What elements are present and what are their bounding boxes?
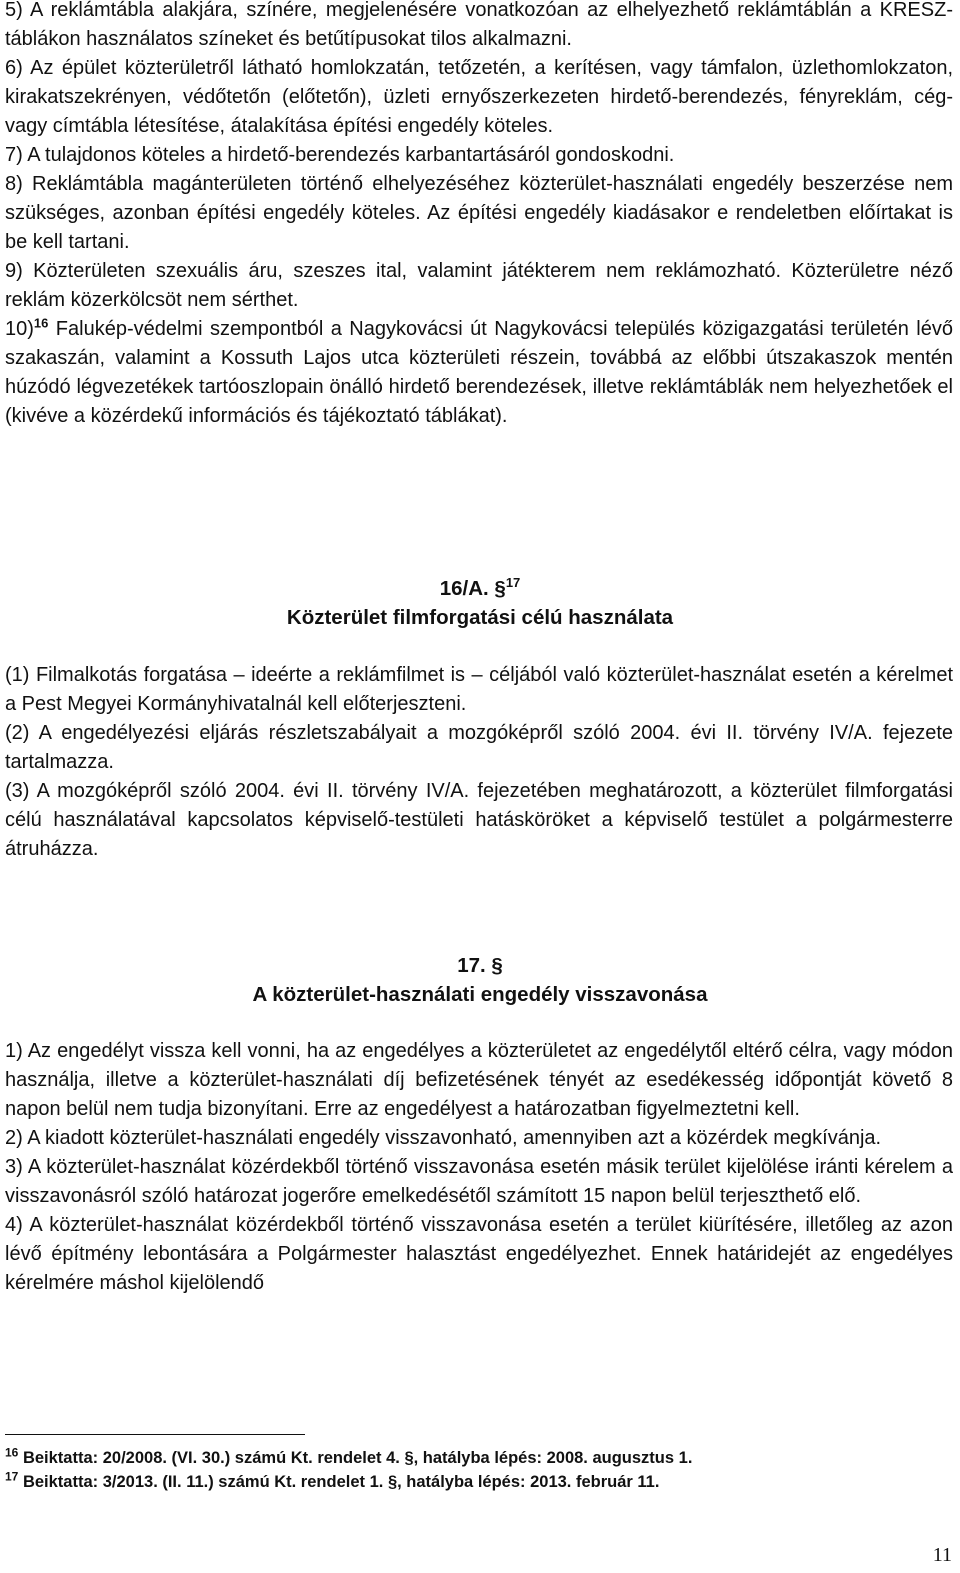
footnote-ref-17[interactable]: 17 — [505, 575, 521, 591]
paragraph-7: 7) A tulajdonos köteles a hirdető-berendezés karbantartásáról gondoskodni. — [5, 144, 675, 166]
footnotes — [5, 1446, 953, 1494]
paragraph-10-text: Falukép-védelmi szempontból a Nagykovácsi út Nagykovácsi település közigazgatási területén lévő szakaszán, valamint a Kossuth Lajos utca közterületi részein, továbbá az előbbi útszakaszok mentén húzódó légvezetékek tartóoszlopain önálló hirdető berendezések, illetve reklámtáblák nem helyezhetőek el (kivéve a közérdekű információs és tájékoztató táblákat). — [5, 318, 953, 427]
section-symbol: § — [387, 1473, 398, 1491]
section-17-title: A közterület-használati engedély visszavonása — [252, 983, 708, 1006]
section-16a-paragraph-2: (2) A engedélyezési eljárás részletszabályait a mozgóképről szóló 2004. évi II. törvény IV/A. fejezete tartalmazza. — [5, 722, 953, 773]
section-17-paragraph-1: 1) Az engedélyt vissza kell vonni, ha az engedélyes a közterületet az engedélytől eltérő célra, vagy módon használja, illetve a közterület-használati díj befizetésének tényét az esedékesség időpontját követő 8 napon belül nem tudja bizonyítani. Erre az engedélyest a határozatban figyelmeztetni kell. — [5, 1040, 953, 1120]
paragraph-10 — [5, 315, 953, 431]
section-16a-paragraph-3: (3) A mozgóképről szóló 2004. évi II. törvény IV/A. fejezetében meghatározott, a közterület filmforgatási célú használatával kapcsolatos képviselő-testületi hatásköröket a képviselő testület a polgármesterre átruházza. — [5, 780, 953, 860]
paragraph-8: 8) Reklámtábla magánterületen történő elhelyezéséhez közterület-használati engedély beszerzése nem szükséges, azonban építési engedély köteles. Az építési engedély kiadásakor e rendeletben előírtakat is be kell tartani. — [5, 173, 953, 253]
section-symbol: § — [494, 577, 506, 600]
paragraph-10-number: 10) — [5, 318, 34, 340]
section-symbol: § — [491, 954, 503, 977]
page-number: 11 — [932, 1544, 952, 1566]
section-17-paragraph-3: 3) A közterület-használat közérdekből történő visszavonása esetén másik terület kijelölése iránti kérelem a visszavonásról szóló határozat jogerőre emelkedésétől számított 15 napon belül terjeszthető elő. — [5, 1156, 953, 1207]
footnote-ref-16[interactable]: 16 — [33, 315, 49, 331]
footnote-16: $^{16}$ Beiktatta: 20/2008. (VI. 30.) számú Kt. rendelet 4. §, hatályba lépés: 2008. augusztus 1. — [5, 1445, 693, 1467]
footnote-divider — [5, 1434, 305, 1435]
section-17-number: 17. § — [457, 954, 503, 977]
section-17-paragraph-4: 4) A közterület-használat közérdekből történő visszavonása esetén a terület kiürítésére, illetőleg az azon lévő építmény lebontására a Polgármester halasztást engedélyezhet. Ennek határidejét az engedélyes kérelmére máshol kijelölendő — [5, 1214, 953, 1294]
paragraphs-top — [5, 0, 953, 431]
paragraph-5: 5) A reklámtábla alakjára, színére, megjelenésére vonatkozóan az elhelyezhető reklámtáblán a KRESZ-táblákon használatos színeket és betűtípusokat tilos alkalmazni. — [5, 0, 953, 50]
paragraph-9: 9) Közterületen szexuális áru, szeszes ital, valamint játékterem nem reklámozható. Közterületre néző reklám közerkölcsöt nem sérthet. — [5, 260, 953, 311]
paragraph-6: 6) Az épület közterületről látható homlokzatán, tetőzetén, a kerítésen, vagy támfalon, üzlethomlokzaton, kirakatszekrényen, védőtetőn (előtetőn), üzleti ernyőszerkezeten hirdető-berendezés, fényreklám, cég- vagy címtábla létesítése, átalakítása építési engedély köteles. — [5, 57, 953, 137]
footnote-number: 17 — [5, 1469, 19, 1484]
footnote-number: 16 — [5, 1445, 19, 1460]
section-17-body — [5, 1037, 953, 1298]
section-symbol: § — [404, 1449, 414, 1467]
section-17-paragraph-2: 2) A kiadott közterület-használati engedély visszavonható, amennyiben azt a közérdek megkívánja. — [5, 1127, 882, 1149]
section-16a-number: 16/A. §$^{17}$ — [439, 575, 521, 600]
section-16a-title: Közterület filmforgatási célú használata — [286, 606, 674, 629]
section-16a-paragraph-1: (1) Filmalkotás forgatása – ideérte a reklámfilmet is – céljából való közterület-használat esetén a kérelmet a Pest Megyei Kormányhivatalnál kell előterjeszteni. — [5, 664, 953, 715]
footnote-17: $^{17}$ Beiktatta: 3/2013. (II. 11.) számú Kt. rendelet 1. §, hatályba lépés: 2013. február 11. — [5, 1469, 660, 1491]
section-16a-body — [5, 661, 953, 864]
